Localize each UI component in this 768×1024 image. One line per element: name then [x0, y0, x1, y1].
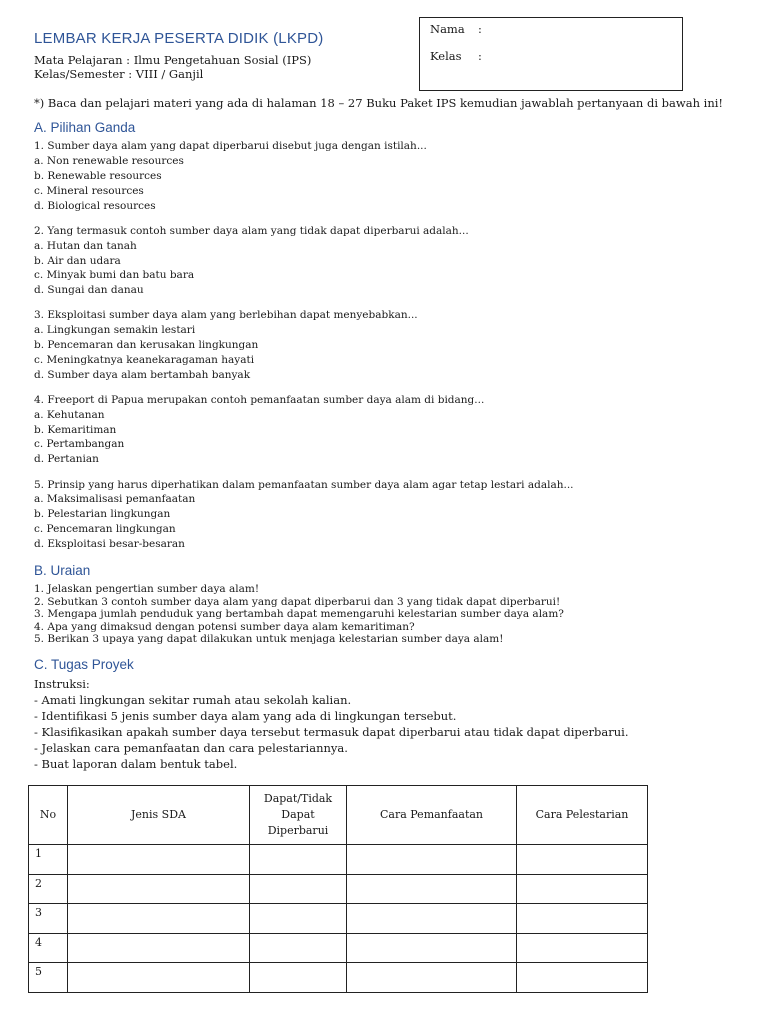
- cell-cara-pemanfaatan[interactable]: [347, 874, 517, 904]
- col-header-cara-pemanfaatan: Cara Pemanfaatan: [347, 786, 517, 845]
- project-step-2: - Identifikasi 5 jenis sumber daya alam yang ada di lingkungan tersebut.: [34, 709, 457, 723]
- question-5-option-c: c. Pencemaran lingkungan: [34, 523, 176, 535]
- name-colon: :: [478, 22, 482, 36]
- table-row: [29, 845, 648, 875]
- essay-item-5: 5. Berikan 3 upaya yang dapat dilakukan untuk menjaga kelestarian sumber daya alam!: [34, 633, 504, 645]
- cell-dapat-diperbarui[interactable]: [250, 904, 347, 934]
- question-1: 1. Sumber daya alam yang dapat diperbarui disebut juga dengan istilah...: [34, 140, 427, 152]
- essay-item-2: 2. Sebutkan 3 contoh sumber daya alam yang dapat diperbarui dan 3 yang tidak dapat diperbarui!: [34, 596, 561, 608]
- question-2: 2. Yang termasuk contoh sumber daya alam yang tidak dapat diperbarui adalah...: [34, 225, 469, 237]
- identity-box: [419, 17, 683, 91]
- page-title: LEMBAR KERJA PESERTA DIDIK (LKPD): [34, 30, 324, 47]
- table-header-row: [29, 786, 648, 845]
- cell-cara-pelestarian[interactable]: [517, 904, 648, 934]
- class-semester-line: Kelas/Semester : VIII / Ganjil: [34, 67, 204, 81]
- question-5-option-b: b. Pelestarian lingkungan: [34, 508, 171, 520]
- col-header-jenis-sda: Jenis SDA: [68, 786, 250, 845]
- row-number: 5: [29, 963, 68, 993]
- class-field[interactable]: [430, 49, 482, 63]
- essay-item-4: 4. Apa yang dimaksud dengan potensi sumber daya alam kemaritiman?: [34, 621, 415, 633]
- question-3-option-b: b. Pencemaran dan kerusakan lingkungan: [34, 339, 259, 351]
- question-4-option-b: b. Kemaritiman: [34, 424, 117, 436]
- table-row: [29, 904, 648, 934]
- question-3-option-c: c. Meningkatnya keanekaragaman hayati: [34, 354, 255, 366]
- cell-jenis-sda[interactable]: [68, 845, 250, 875]
- name-label: Nama: [430, 22, 465, 36]
- question-3-option-a: a. Lingkungan semakin lestari: [34, 324, 196, 336]
- cell-cara-pelestarian[interactable]: [517, 933, 648, 963]
- question-4-option-d: d. Pertanian: [34, 453, 99, 465]
- question-2-option-c: c. Minyak bumi dan batu bara: [34, 269, 195, 281]
- essay-item-1: 1. Jelaskan pengertian sumber daya alam!: [34, 583, 260, 595]
- subject-line: Mata Pelajaran : Ilmu Pengetahuan Sosial (IPS): [34, 53, 312, 67]
- row-number: 1: [29, 845, 68, 875]
- section-c-heading: C. Tugas Proyek: [34, 657, 134, 672]
- cell-jenis-sda[interactable]: [68, 963, 250, 993]
- row-number: 3: [29, 904, 68, 934]
- question-5-option-d: d. Eksploitasi besar-besaran: [34, 538, 185, 550]
- name-field[interactable]: [430, 22, 482, 36]
- cell-cara-pemanfaatan[interactable]: [347, 904, 517, 934]
- question-4-option-c: c. Pertambangan: [34, 438, 125, 450]
- project-step-4: - Jelaskan cara pemanfaatan dan cara pelestariannya.: [34, 741, 348, 755]
- question-1-option-c: c. Mineral resources: [34, 185, 144, 197]
- cell-dapat-diperbarui[interactable]: [250, 874, 347, 904]
- question-4-option-a: a. Kehutanan: [34, 409, 105, 421]
- table-row: [29, 933, 648, 963]
- essay-item-3: 3. Mengapa jumlah penduduk yang bertambah dapat memengaruhi kelestarian sumber daya alam?: [34, 608, 564, 620]
- question-2-option-d: d. Sungai dan danau: [34, 284, 144, 296]
- cell-cara-pelestarian[interactable]: [517, 874, 648, 904]
- cell-cara-pemanfaatan[interactable]: [347, 963, 517, 993]
- project-step-3: - Klasifikasikan apakah sumber daya tersebut termasuk dapat diperbarui atau tidak dapat diperbarui.: [34, 725, 629, 739]
- question-5: 5. Prinsip yang harus diperhatikan dalam pemanfaatan sumber daya alam agar tetap lestari adalah...: [34, 479, 574, 491]
- cell-cara-pelestarian[interactable]: [517, 963, 648, 993]
- question-5-option-a: a. Maksimalisasi pemanfaatan: [34, 493, 196, 505]
- cell-cara-pemanfaatan[interactable]: [347, 933, 517, 963]
- table-row: [29, 874, 648, 904]
- cell-jenis-sda[interactable]: [68, 904, 250, 934]
- cell-cara-pemanfaatan[interactable]: [347, 845, 517, 875]
- section-b-heading: B. Uraian: [34, 563, 91, 578]
- project-step-5: - Buat laporan dalam bentuk tabel.: [34, 757, 238, 771]
- question-3: 3. Eksploitasi sumber daya alam yang berlebihan dapat menyebabkan...: [34, 309, 418, 321]
- question-1-option-b: b. Renewable resources: [34, 170, 162, 182]
- class-colon: :: [478, 49, 482, 63]
- question-2-option-a: a. Hutan dan tanah: [34, 240, 137, 252]
- cell-dapat-diperbarui[interactable]: [250, 845, 347, 875]
- table-row: [29, 963, 648, 993]
- question-1-option-d: d. Biological resources: [34, 200, 156, 212]
- reading-instruction: *) Baca dan pelajari materi yang ada di halaman 18 – 27 Buku Paket IPS kemudian jawablah pertanyaan di bawah ini!: [34, 96, 724, 110]
- cell-jenis-sda[interactable]: [68, 874, 250, 904]
- project-instruction-label: Instruksi:: [34, 677, 90, 691]
- cell-cara-pelestarian[interactable]: [517, 845, 648, 875]
- col-header-cara-pelestarian: Cara Pelestarian: [517, 786, 648, 845]
- cell-jenis-sda[interactable]: [68, 933, 250, 963]
- row-number: 4: [29, 933, 68, 963]
- question-2-option-b: b. Air dan udara: [34, 255, 121, 267]
- cell-dapat-diperbarui[interactable]: [250, 933, 347, 963]
- row-number: 2: [29, 874, 68, 904]
- section-a-heading: A. Pilihan Ganda: [34, 120, 136, 135]
- cell-dapat-diperbarui[interactable]: [250, 963, 347, 993]
- class-label: Kelas: [430, 49, 462, 63]
- question-1-option-a: a. Non renewable resources: [34, 155, 184, 167]
- project-table: [28, 785, 648, 993]
- col-header-no: No: [29, 786, 68, 845]
- question-4: 4. Freeport di Papua merupakan contoh pemanfaatan sumber daya alam di bidang...: [34, 394, 485, 406]
- question-3-option-d: d. Sumber daya alam bertambah banyak: [34, 369, 251, 381]
- col-header-dapat-diperbarui: Dapat/Tidak Dapat Diperbarui: [250, 786, 347, 845]
- project-step-1: - Amati lingkungan sekitar rumah atau sekolah kalian.: [34, 693, 352, 707]
